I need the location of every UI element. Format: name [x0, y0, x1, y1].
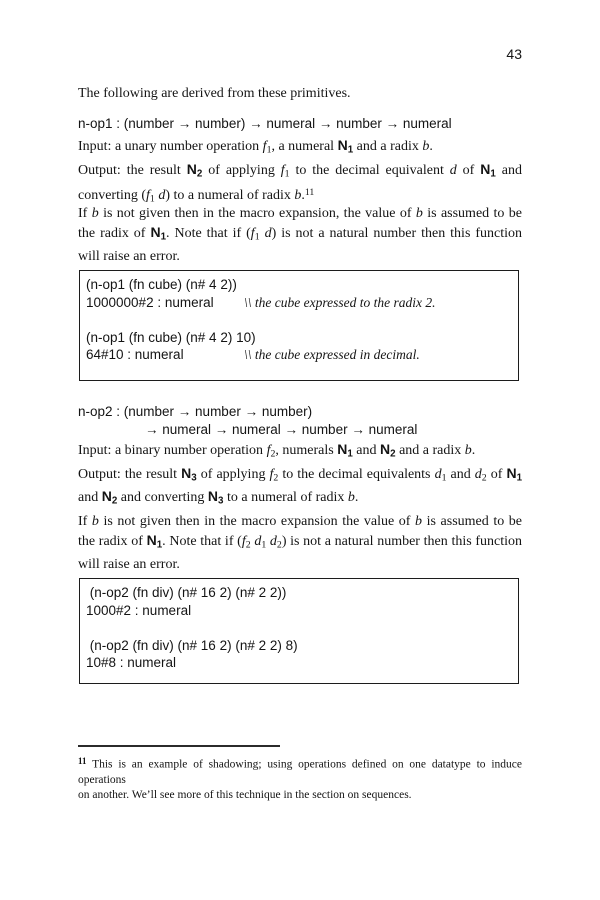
text-segment: b — [91, 206, 99, 221]
text-segment: f — [269, 466, 274, 482]
code-comment: \\ the cube expressed to the radix 2. — [244, 294, 436, 310]
text-segment: d — [158, 188, 166, 203]
text-segment: is not given then in the macro expansion the value of — [98, 514, 416, 529]
text-line — [78, 440, 522, 464]
text-segment: 1 — [347, 144, 354, 156]
text-segment: . — [471, 443, 476, 458]
text-line — [78, 204, 522, 223]
text-segment: N — [379, 441, 391, 457]
text-segment: f — [262, 139, 267, 154]
text-segment: 1 — [156, 539, 163, 551]
text-segment: and — [78, 490, 102, 505]
text-segment: b — [464, 443, 472, 458]
text-line — [78, 403, 522, 421]
text-segment: Input: a binary number operation — [78, 443, 267, 458]
page-number: 43 — [506, 46, 522, 62]
code-line — [86, 654, 512, 672]
code-line — [86, 346, 512, 364]
text-segment: 2 — [481, 472, 487, 483]
text-segment: f — [250, 226, 255, 241]
text-segment: 1 — [254, 231, 260, 243]
text-segment: 1 — [149, 193, 155, 205]
text-segment: and — [352, 443, 380, 458]
text-segment: N — [181, 464, 192, 481]
text-segment: converting ( — [78, 188, 147, 203]
text-segment: ) is not a natural number then this function — [281, 534, 523, 549]
text-segment: 2 — [273, 472, 279, 483]
text-segment: 1 — [516, 472, 523, 483]
text-segment: of applying — [196, 466, 270, 482]
text-segment: → numeral → numeral → number → numeral — [145, 422, 418, 437]
text-segment: of — [486, 466, 507, 482]
text-segment: . — [354, 490, 359, 505]
text-segment: is not given then in the macro expansion, the value of — [98, 206, 416, 221]
text-segment: 11 — [78, 756, 87, 766]
code-line — [86, 602, 512, 620]
text-segment: 3 — [218, 495, 224, 507]
code-line — [86, 637, 512, 655]
text-segment: f — [241, 534, 246, 549]
code-text: 1000000#2 : numeral — [86, 294, 214, 310]
text-segment: f — [266, 443, 271, 458]
text-line — [78, 421, 522, 439]
code-text: (n-op2 (fn div) (n# 16 2) (n# 2 2) 8) — [86, 637, 298, 653]
text-line — [78, 531, 522, 555]
text-segment: d — [264, 226, 272, 241]
text-line — [78, 487, 522, 511]
text-segment: 11 — [304, 187, 315, 198]
text-line — [78, 788, 522, 803]
text-segment: N — [480, 160, 491, 177]
text-line — [78, 512, 522, 531]
text-segment: 1 — [490, 168, 496, 179]
text-line — [78, 84, 522, 103]
text-segment: of applying — [202, 162, 281, 178]
text-line — [78, 555, 522, 574]
text-segment: is assumed to be — [422, 206, 523, 221]
text-segment: b — [415, 206, 423, 221]
text-segment: . Note that if ( — [166, 226, 251, 241]
text-segment: N — [186, 160, 197, 177]
text-segment: d — [474, 466, 482, 482]
text-segment: 1 — [284, 168, 290, 179]
text-segment: b — [415, 514, 423, 529]
text-segment: f — [280, 162, 285, 178]
text-segment: N — [101, 488, 112, 504]
text-segment: and — [446, 466, 475, 482]
code-line — [86, 311, 512, 329]
intro-paragraph — [78, 84, 522, 103]
text-segment: Output: the result — [78, 466, 182, 482]
text-segment: and converting — [117, 490, 208, 505]
text-segment: b — [91, 514, 99, 529]
text-segment: . Note that if ( — [162, 534, 242, 549]
text-segment: d — [254, 534, 262, 549]
nop1-description — [78, 136, 522, 209]
text-segment: . — [429, 139, 433, 154]
text-segment: and a radix — [353, 139, 423, 154]
code-line — [86, 294, 512, 312]
text-segment: If — [78, 514, 92, 529]
text-segment: n-op1 : (number → number) → numeral → number → numeral — [78, 116, 452, 131]
text-segment: ) is not a natural number then this function — [271, 226, 523, 241]
text-segment: to the decimal equivalents — [278, 466, 435, 482]
text-segment: 2 — [111, 495, 118, 507]
text-segment: 2 — [196, 168, 203, 179]
text-segment: 1 — [266, 144, 272, 156]
text-segment: and a radix — [395, 443, 465, 458]
code-line — [86, 329, 512, 347]
text-line — [78, 247, 522, 266]
text-segment: the radix of — [78, 226, 151, 241]
code-text: (n-op2 (fn div) (n# 16 2) (n# 2 2)) — [86, 585, 287, 600]
text-segment: on another. We’ll see more of this technique in the section on sequences. — [78, 788, 412, 801]
nop1-examples-box — [79, 270, 519, 381]
text-segment: 1 — [261, 539, 267, 551]
text-segment: d — [449, 162, 457, 178]
text-segment: N — [150, 224, 161, 240]
text-segment: to the decimal equivalent — [289, 162, 450, 178]
text-segment: 1 — [441, 472, 447, 483]
code-line — [86, 619, 512, 637]
text-segment: of — [456, 162, 481, 178]
text-segment: N — [506, 464, 517, 481]
nop2-signature — [78, 403, 522, 439]
text-segment: 2 — [270, 448, 276, 460]
text-segment: This is an example of shadowing; using operations defined on one datatype to induce operations — [78, 758, 522, 786]
text-line — [78, 136, 522, 160]
footnote — [78, 754, 522, 803]
code-text: 1000#2 : numeral — [86, 602, 192, 618]
text-segment: f — [146, 188, 150, 203]
text-segment: 1 — [347, 448, 353, 460]
text-segment: n-op2 : (number → number → number) — [78, 404, 313, 419]
text-segment: N — [337, 137, 348, 153]
code-text: (n-op1 (fn cube) (n# 4 2) 10) — [86, 329, 256, 345]
text-segment: Output: the result — [78, 162, 187, 178]
code-text: 64#10 : numeral — [86, 347, 184, 362]
text-line — [78, 754, 522, 788]
text-segment: , a numeral — [271, 139, 338, 154]
text-segment: 2 — [245, 539, 251, 551]
text-segment: , numerals — [275, 443, 338, 458]
nop2-note — [78, 512, 522, 574]
footnote-rule — [78, 745, 280, 747]
code-text: 10#8 : numeral — [86, 655, 177, 670]
text-segment: The following are derived from these primitives. — [78, 86, 351, 101]
text-segment: to a numeral of radix — [223, 490, 348, 505]
text-segment: b — [422, 139, 430, 154]
nop2-examples-box — [79, 578, 519, 684]
nop1-signature — [78, 115, 522, 133]
text-segment: N — [207, 488, 219, 504]
text-segment: 2 — [276, 539, 282, 551]
text-segment: 1 — [160, 231, 167, 243]
text-segment: d — [269, 534, 277, 549]
text-segment: the radix of — [78, 534, 147, 549]
text-segment: N — [146, 532, 157, 548]
text-segment: will raise an error. — [78, 248, 180, 264]
text-segment: and — [495, 162, 522, 178]
text-line — [78, 223, 522, 247]
text-line — [78, 464, 522, 488]
text-segment: b — [294, 188, 302, 203]
code-line — [86, 584, 512, 602]
text-segment: d — [434, 466, 442, 482]
text-segment: will raise an error. — [78, 556, 180, 572]
text-segment: b — [347, 490, 355, 505]
text-segment: 3 — [191, 472, 197, 483]
code-comment: \\ the cube expressed in decimal. — [244, 347, 420, 362]
text-line — [78, 115, 522, 133]
text-segment: . — [301, 188, 305, 203]
nop2-description — [78, 440, 522, 511]
text-line — [78, 160, 522, 184]
text-segment: ) to a numeral of radix — [165, 188, 295, 203]
text-segment: Input: a unary number operation — [78, 139, 263, 154]
text-segment: N — [337, 441, 348, 457]
nop1-note — [78, 204, 522, 266]
code-text: (n-op1 (fn cube) (n# 4 2)) — [86, 277, 237, 292]
text-segment: 2 — [390, 448, 396, 460]
text-segment: is assumed to be — [422, 514, 522, 529]
code-line — [86, 276, 512, 294]
text-segment: If — [78, 206, 92, 221]
